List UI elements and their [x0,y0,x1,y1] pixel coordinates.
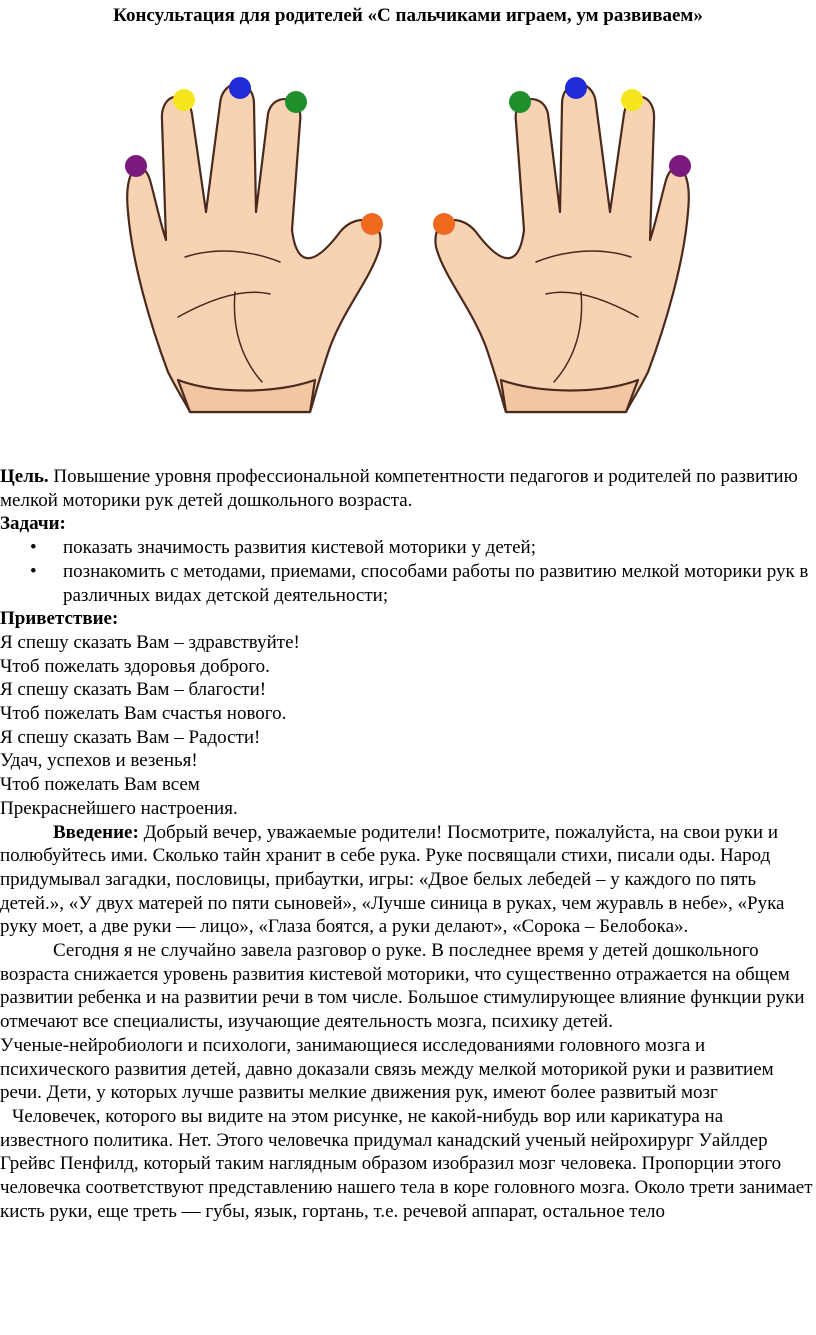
left-index-dot [285,91,307,113]
list-item: • познакомить с методами, приемами, способами работы по развитию мелкой моторики рук в различных видах детской деятельности; [0,560,814,607]
document-body [0,465,814,1224]
tasks-heading: Задачи: [0,513,66,535]
greeting-line: Прекраснейшего настроения. [0,797,238,819]
left-hand-palm [127,84,380,412]
intro-text: Добрый вечер, уважаемые родители! Посмотрите, пожалуйста, на свои руки и полюбуйтесь ими. Сколько тайн хранит в себе рука. Руке посвящали стихи, писали оды. Народ придумывал загадки, пословицы, прибаутки, игры: «Двое белых лебедей – у каждого по пять детей.», «У двух матерей по пяти сыновей», «Лучше синица в руках, чем журавль в небе», «Рука руку моет, а две руки — лицо», «Глаза боятся, а руки делают», «Сорока – Белобока». [0,821,785,938]
intro-label: Введение: [53,821,139,843]
body-paragraph: Ученые-нейробиологи и психологи, занимающиеся исследованиями головного мозга и психического развития детей, давно доказали связь между мелкой моторикой руки и развитием речи. Дети, у которых лучше развиты мелкие движения рук, имеют более развитый мозг [0,1034,774,1104]
right-ring-dot [621,89,643,111]
greeting-line: Чтоб пожелать Вам счастья нового. [0,703,287,725]
greeting-line: Я спешу сказать Вам – здравствуйте! [0,631,300,653]
left-pinky-dot [125,155,147,177]
greeting-line: Чтоб пожелать здоровья доброго. [0,655,270,677]
greeting-line: Я спешу сказать Вам – Радости! [0,726,261,748]
left-ring-dot [173,89,195,111]
right-middle-dot [565,77,587,99]
goal-label: Цель. [0,466,49,487]
left-middle-dot [229,77,251,99]
right-hand-palm [435,84,688,412]
page-title: Консультация для родителей «С пальчиками играем, ум развиваем» [113,5,703,26]
left-hand [127,84,380,412]
tasks-list [0,536,814,607]
goal-paragraph [0,465,814,512]
greeting-line: Я спешу сказать Вам – благости! [0,679,267,701]
list-item: • показать значимость развития кистевой моторики у детей; [0,536,814,560]
right-pinky-dot [669,155,691,177]
body-paragraph: Сегодня я не случайно завела разговор о руке. В последнее время у детей дошкольного возраста снижается уровень развития кистевой моторики, что существенно отражается на общем развитии ребенка и на развитии речи в том числе. Большое стимулирующее влияние функции руки отмечают все специалисты, изучающие деятельность мозга, психику детей. [0,940,805,1033]
hands-illustration [0,62,816,422]
right-thumb-dot [433,213,455,235]
right-hand [435,84,688,412]
right-index-dot [509,91,531,113]
greeting-line: Чтоб пожелать Вам всем [0,774,200,796]
greeting-line: Удач, успехов и везенья! [0,750,198,772]
goal-text: Повышение уровня профессиональной компетентности педагогов и родителей по развитию мелкой моторики рук детей дошкольного возраста. [0,466,798,511]
left-thumb-dot [361,213,383,235]
greeting-heading: Приветствие: [0,608,119,630]
intro-paragraph [0,821,814,940]
body-paragraph: Человечек, которого вы видите на этом рисунке, не какой-нибудь вор или карикатура на известного политика. Нет. Этого человечка придумал канадский ученый нейрохирург Уайлдер Грейвс Пенфилд, который таким наглядным образом изобразил мозг человека. Пропорции этого человечка соответствуют представлению нашего тела в коре головного мозга. Около трети занимает кисть руки, еще треть — губы, язык, гортань, т.е. речевой аппарат, остальное тело [0,1105,813,1222]
